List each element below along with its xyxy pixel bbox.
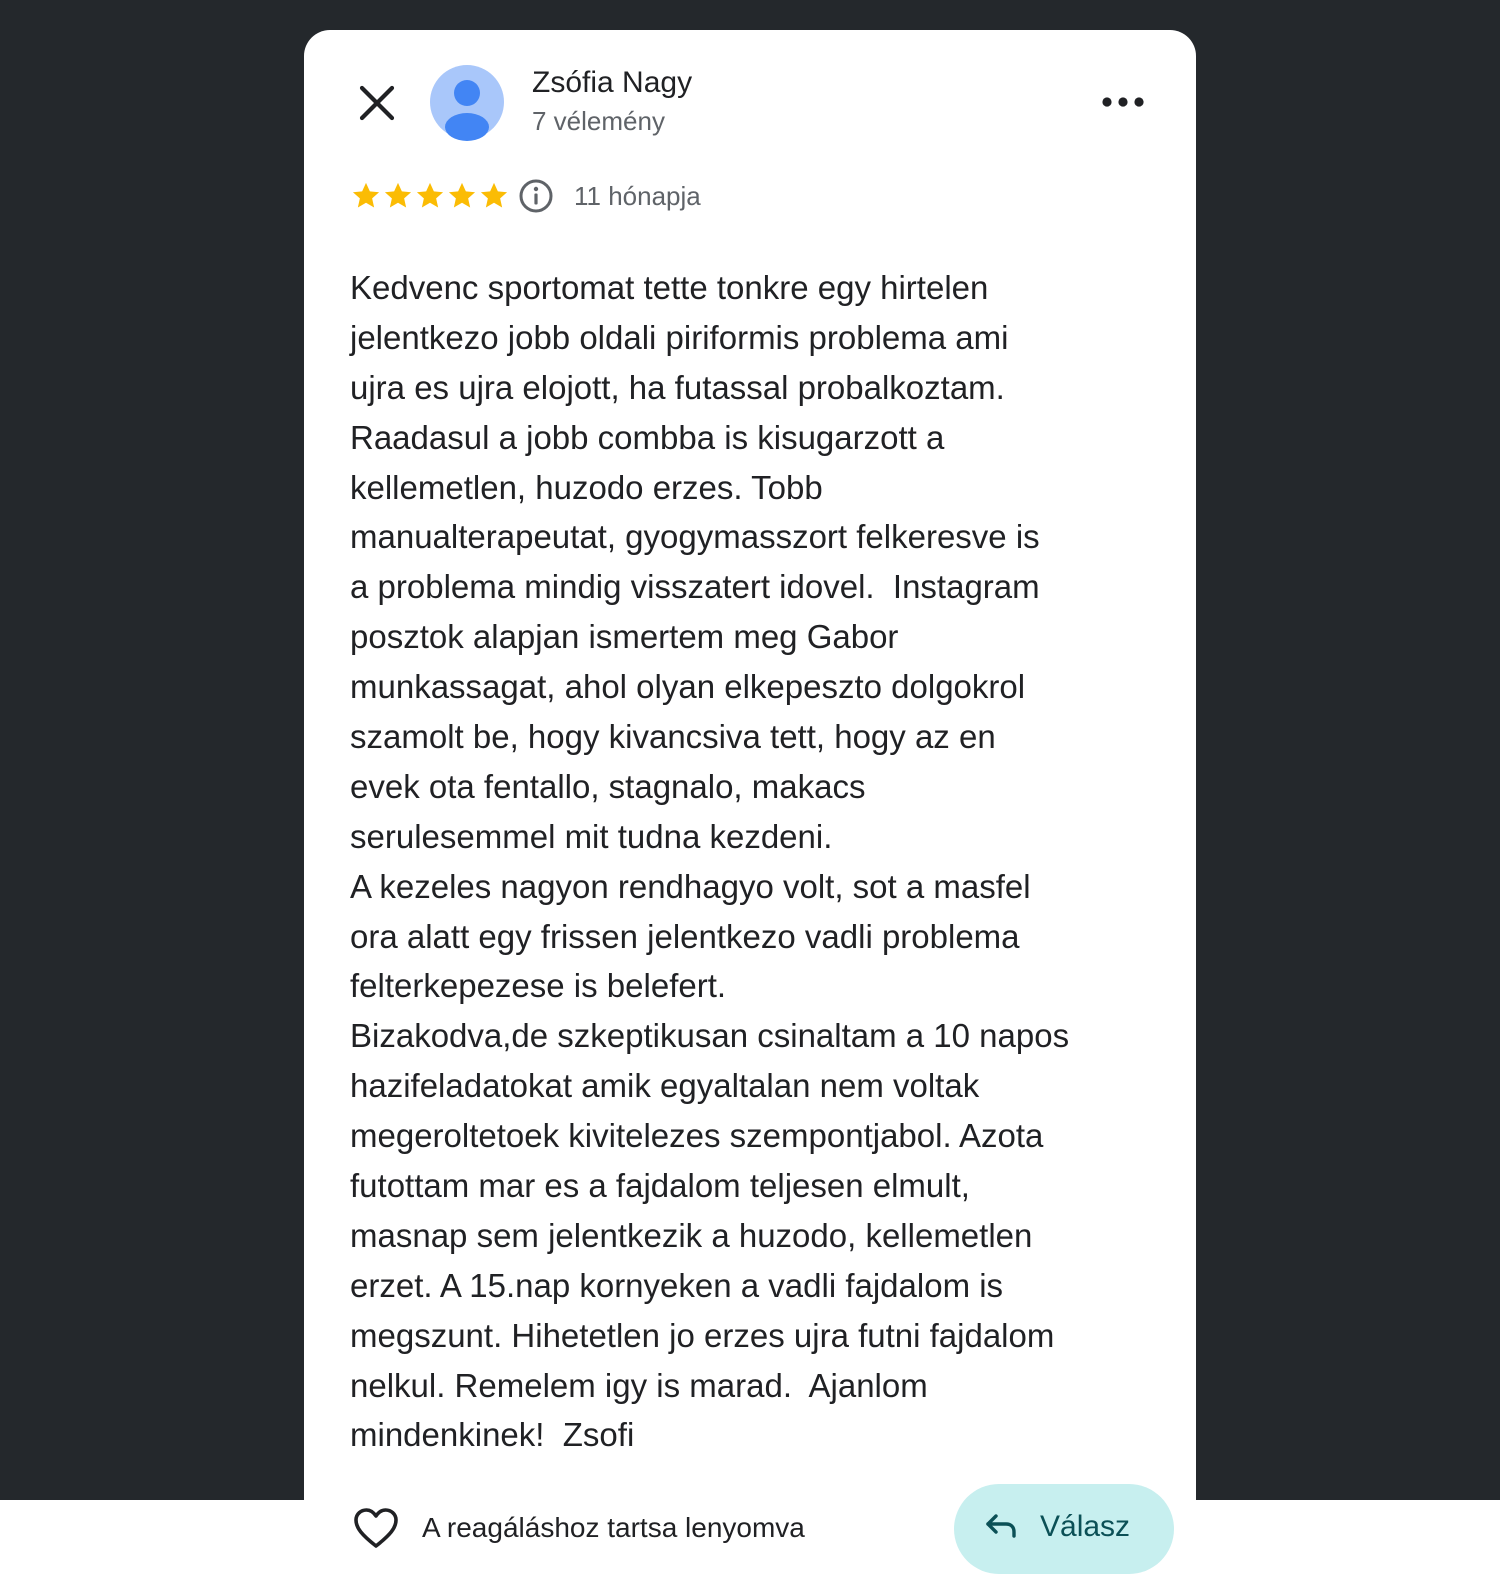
close-button[interactable] (354, 80, 400, 126)
star-icon (478, 180, 510, 212)
review-text-line: futottam mar es a fajdalom teljesen elmult, (350, 1167, 970, 1205)
review-text-line: mindenkinek! Zsofi (350, 1416, 635, 1454)
review-text-line: hazifeladatokat amik egyaltalan nem voltak (350, 1067, 980, 1105)
review-text-line: kellemetlen, huzodo erzes. Tobb (350, 468, 823, 506)
reply-icon (984, 1512, 1018, 1538)
star-rating (350, 180, 510, 212)
star-icon (350, 180, 382, 212)
review-text-line: ujra es ujra elojott, ha futassal probalkoztam. (350, 368, 1005, 406)
reply-button[interactable] (954, 1484, 1174, 1574)
review-text-line: posztok alapjan ismertem meg Gabor (350, 618, 899, 656)
review-text-line: serulesemmel mit tudna kezdeni. (350, 817, 833, 855)
review-text-line: jelentkezo jobb oldali piriformis problema ami (350, 318, 1009, 356)
review-text-line: A kezeles nagyon rendhagyo volt, sot a masfel (350, 867, 1031, 905)
review-text-line: erzet. A 15.nap kornyeken a vadli fajdalom is (350, 1266, 1004, 1304)
review-card (304, 30, 1196, 1543)
review-text-line: megszunt. Hihetetlen jo erzes ujra futni fajdalom (350, 1316, 1055, 1354)
review-text-line: szamolt be, hogy kivancsiva tett, hogy az en (350, 718, 996, 756)
avatar[interactable] (430, 65, 504, 139)
review-count[interactable]: 7 vélemény (532, 106, 665, 136)
react-hint: A reagáláshoz tartsa lenyomva (422, 1512, 805, 1543)
heart-icon[interactable] (352, 1506, 400, 1550)
review-text-line: Kedvenc sportomat tette tonkre egy hirtelen (350, 269, 989, 306)
more-horizontal-icon (1100, 88, 1146, 116)
review-text-line: a problema mindig visszatert idovel. Instagram (350, 568, 1040, 606)
review-text-line: Bizakodva,de szkeptikusan csinaltam a 10 napos (350, 1017, 1070, 1055)
star-icon (414, 180, 446, 212)
review-text-line: nelkul. Remelem igy is marad. Ajanlom (350, 1366, 928, 1404)
more-options-button[interactable] (1100, 88, 1146, 116)
review-text-line: ora alatt egy frissen jelentkezo vadli problema (350, 917, 1020, 955)
page-background-left (0, 0, 304, 1500)
person-icon (430, 65, 504, 139)
review-text-line: masnap sem jelentkezik a huzodo, kellemetlen (350, 1216, 1033, 1254)
review-actions-bar (304, 1480, 1196, 1543)
info-icon[interactable] (518, 178, 554, 214)
review-date: 11 hónapja (574, 180, 701, 211)
review-text-line: Raadasul a jobb combba is kisugarzott a (350, 418, 945, 456)
author-name[interactable]: Zsófia Nagy (532, 66, 693, 99)
star-icon (382, 180, 414, 212)
page-background-right (1196, 0, 1500, 1500)
review-text-line: evek ota fentallo, stagnalo, makacs (350, 767, 866, 805)
review-text-line: munkassagat, ahol olyan elkepeszto dolgokrol (350, 668, 1026, 706)
review-text-line: felterkepezese is belefert. (350, 967, 727, 1005)
rating-row (350, 176, 701, 216)
review-text (350, 263, 1160, 1460)
review-text-line: manualterapeutat, gyogymasszort felkeresve is (350, 518, 1040, 556)
review-text-line: megeroltetoek kivitelezes szempontjabol. Azota (350, 1117, 1044, 1155)
close-icon (354, 80, 400, 126)
reply-label: Válasz (1040, 1510, 1131, 1543)
star-icon (446, 180, 478, 212)
